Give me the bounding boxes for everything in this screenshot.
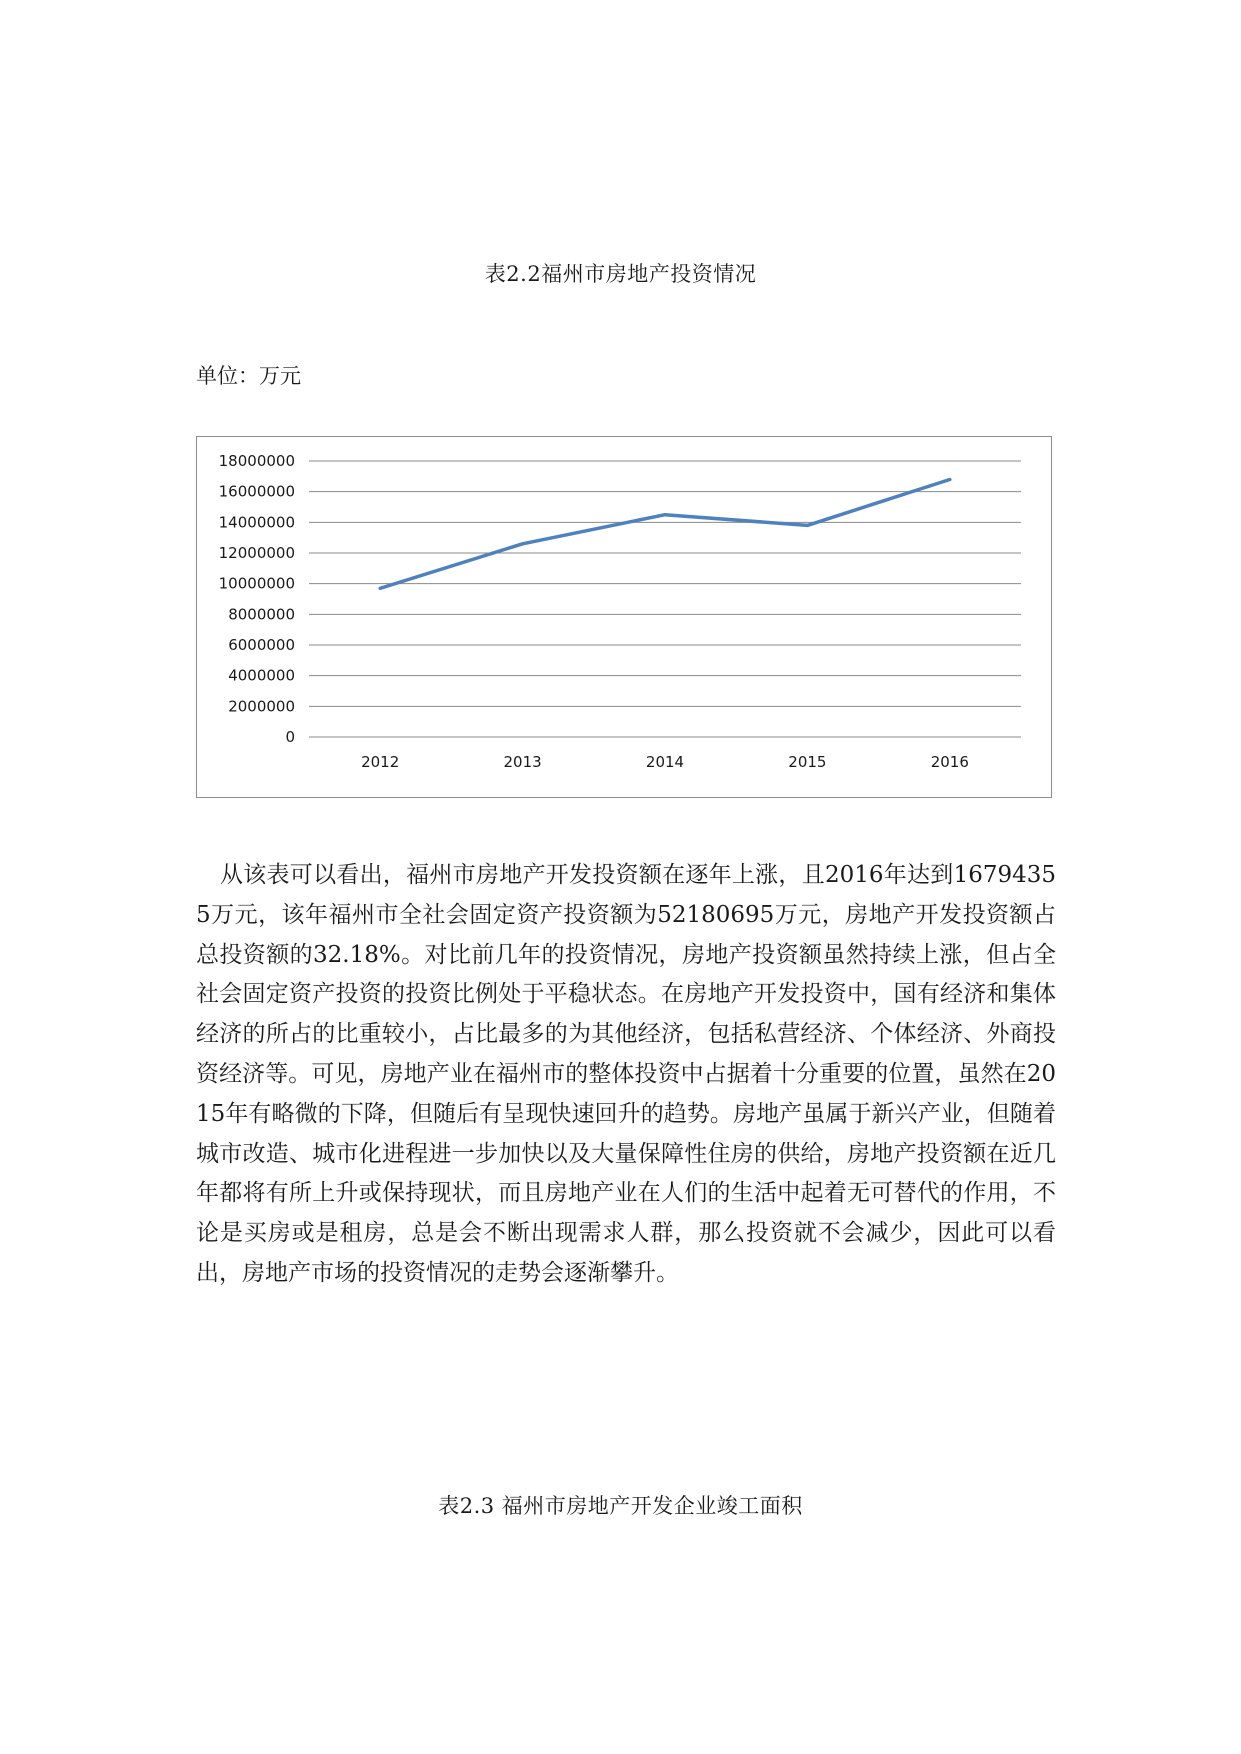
unit-label: 单位：万元	[196, 364, 301, 388]
table-caption-2-2: 表2.2福州市房地产投资情况	[484, 262, 757, 286]
table-caption-2-3: 表2.3 福州市房地产开发企业竣工面积	[438, 1494, 803, 1518]
body-paragraph: 从该表可以看出，福州市房地产开发投资额在逐年上涨，且2016年达到16794355万元，该年福州市全社会固定资产投资额为52180695万元，房地产开发投资额占总投资额的32.18%。对比前几年的投资情况，房地产投资额虽然持续上涨，但占全社会固定资产投资的投资比例处于平稳状态。在房地产开发投资中，国有经济和集体经济的所占的比重较小，占比最多的为其他经济，包括私营经济、个体经济、外商投资经济等。可见，房地产业在福州市的整体投资中占据着十分重要的位置，虽然在2015年有略微的下降，但随后有呈现快速回升的趋势。房地产虽属于新兴产业，但随着城市改造、城市化进程进一步加快以及大量保障性住房的供给，房地产投资额在近几年都将有所上升或保持现状，而且房地产业在人们的生活中起着无可替代的作用，不论是买房或是租房，总是会不断出现需求人群，那么投资就不会减少，因此可以看出，房地产市场的投资情况的走势会逐渐攀升。	[196, 862, 1056, 1286]
y-tick-label: 10000000	[218, 574, 295, 593]
y-tick-label: 6000000	[228, 636, 295, 654]
investment-line-chart	[196, 436, 1052, 798]
chart-gridlines	[309, 461, 1021, 737]
series-line-0	[380, 480, 950, 589]
y-tick-label: 18000000	[218, 452, 295, 470]
y-tick-label: 2000000	[228, 697, 295, 716]
chart-canvas	[197, 437, 1053, 799]
chart-series	[380, 480, 950, 589]
chart-x-tick-labels	[361, 753, 969, 771]
y-tick-label: 16000000	[218, 482, 295, 501]
x-tick-label-2012: 2012	[361, 753, 400, 771]
x-tick-label-2014: 2014	[645, 753, 685, 771]
chart-y-tick-labels	[219, 452, 295, 746]
x-tick-label-2015: 2015	[788, 753, 827, 771]
y-tick-label: 8000000	[228, 605, 295, 624]
y-tick-label: 12000000	[218, 544, 295, 562]
y-tick-label: 0	[285, 728, 295, 746]
y-tick-label: 4000000	[228, 666, 295, 685]
x-tick-label-2016: 2016	[930, 753, 969, 771]
y-tick-label: 14000000	[218, 513, 295, 532]
x-tick-label-2013: 2013	[503, 753, 542, 771]
